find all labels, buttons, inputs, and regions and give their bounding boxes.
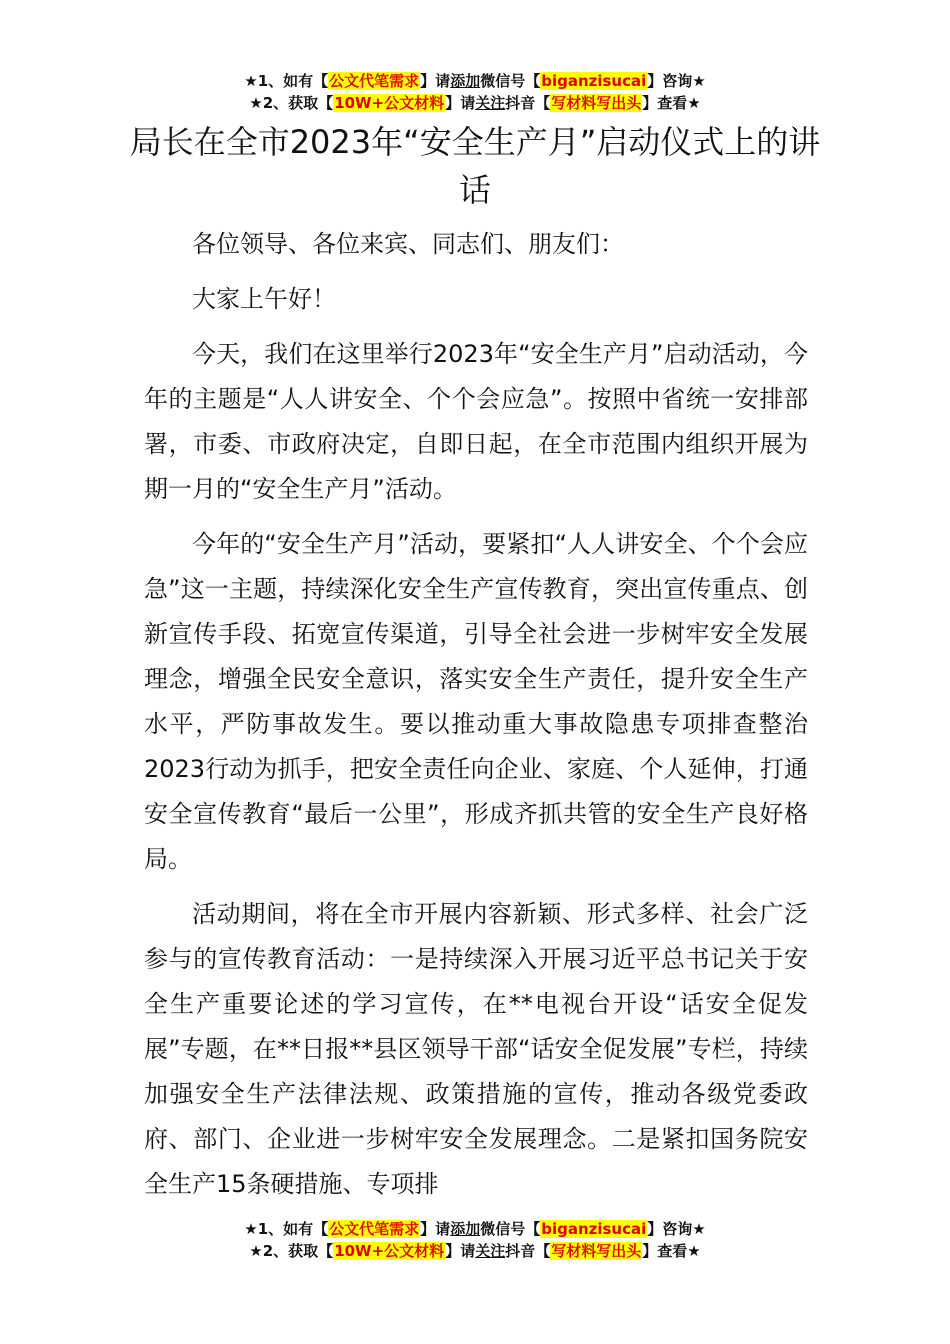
banner-text: 】请 [445,94,476,112]
banner-highlight: 公文代笔需求 [329,1220,420,1238]
banner-highlight: biganzisucai [541,72,647,90]
banner-highlight: 10W+公文材料 [334,94,445,112]
banner-highlight: 10W+公文材料 [334,1242,445,1260]
banner-text: 】请 [420,72,451,90]
header-banner [0,70,950,114]
banner-highlight: biganzisucai [541,1220,647,1238]
banner-line-1 [0,70,950,92]
banner-highlight: 公文代笔需求 [329,72,420,90]
banner-text: 】咨询★ [647,72,706,90]
document-title: 局长在全市2023年“安全生产月”启动仪式上的讲话 [129,123,821,209]
banner-text: 抖音【 [505,94,551,112]
banner-line-2 [0,1240,950,1262]
banner-text: 】请 [445,1242,476,1260]
banner-text: 】咨询★ [647,1220,706,1238]
banner-text: 】查看★ [642,1242,701,1260]
banner-highlight: 写材料写出头 [551,1242,642,1260]
footer-banner [0,1218,950,1262]
banner-line-2 [0,92,950,114]
banner-text: 抖音【 [505,1242,551,1260]
banner-line-1 [0,1218,950,1240]
banner-underline: 添加 [450,72,481,90]
paragraph: 今天，我们在这里举行2023年“安全生产月”启动活动，今年的主题是“人人讲安全、个个会应急”。按照中省统一安排部署，市委、市政府决定，自即日起，在全市范围内组织开展为期一月的“安全生产月”活动。 [144,340,808,503]
banner-text: ★1、如有【 [244,72,329,90]
banner-text: ★2、获取【 [249,1242,334,1260]
document-body [144,222,808,1217]
banner-underline: 添加 [450,1220,481,1238]
banner-underline: 关注 [475,1242,506,1260]
paragraph-greeting: 大家上午好！ [192,285,336,313]
banner-text: 微信号【 [480,1220,541,1238]
banner-text: 】请 [420,1220,451,1238]
banner-highlight: 写材料写出头 [551,94,642,112]
banner-text: 】查看★ [642,94,701,112]
paragraph: 活动期间，将在全市开展内容新颖、形式多样、社会广泛参与的宣传教育活动：一是持续深入开展习近平总书记关于安全生产重要论述的学习宣传，在**电视台开设“话安全促发展”专题，在**日报**县区领导干部“话安全促发展”专栏，持续加强安全生产法律法规、政策措施的宣传，推动各级党委政府、部门、企业进一步树牢安全发展理念。二是紧扣国务院安全生产15条硬措施、专项排 [144,900,808,1198]
banner-text: ★2、获取【 [249,94,334,112]
banner-text: 微信号【 [480,72,541,90]
banner-text: ★1、如有【 [244,1220,329,1238]
paragraph-salutation: 各位领导、各位来宾、同志们、朋友们： [192,230,624,258]
paragraph: 今年的“安全生产月”活动，要紧扣“人人讲安全、个个会应急”这一主题，持续深化安全生产宣传教育，突出宣传重点、创新宣传手段、拓宽宣传渠道，引导全社会进一步树牢安全发展理念，增强全民安全意识，落实安全生产责任，提升安全生产水平，严防事故发生。要以推动重大事故隐患专项排查整治2023行动为抓手，把安全责任向企业、家庭、个人延伸，打通安全宣传教育“最后一公里”，形成齐抓共管的安全生产良好格局。 [144,530,808,873]
banner-underline: 关注 [475,94,506,112]
